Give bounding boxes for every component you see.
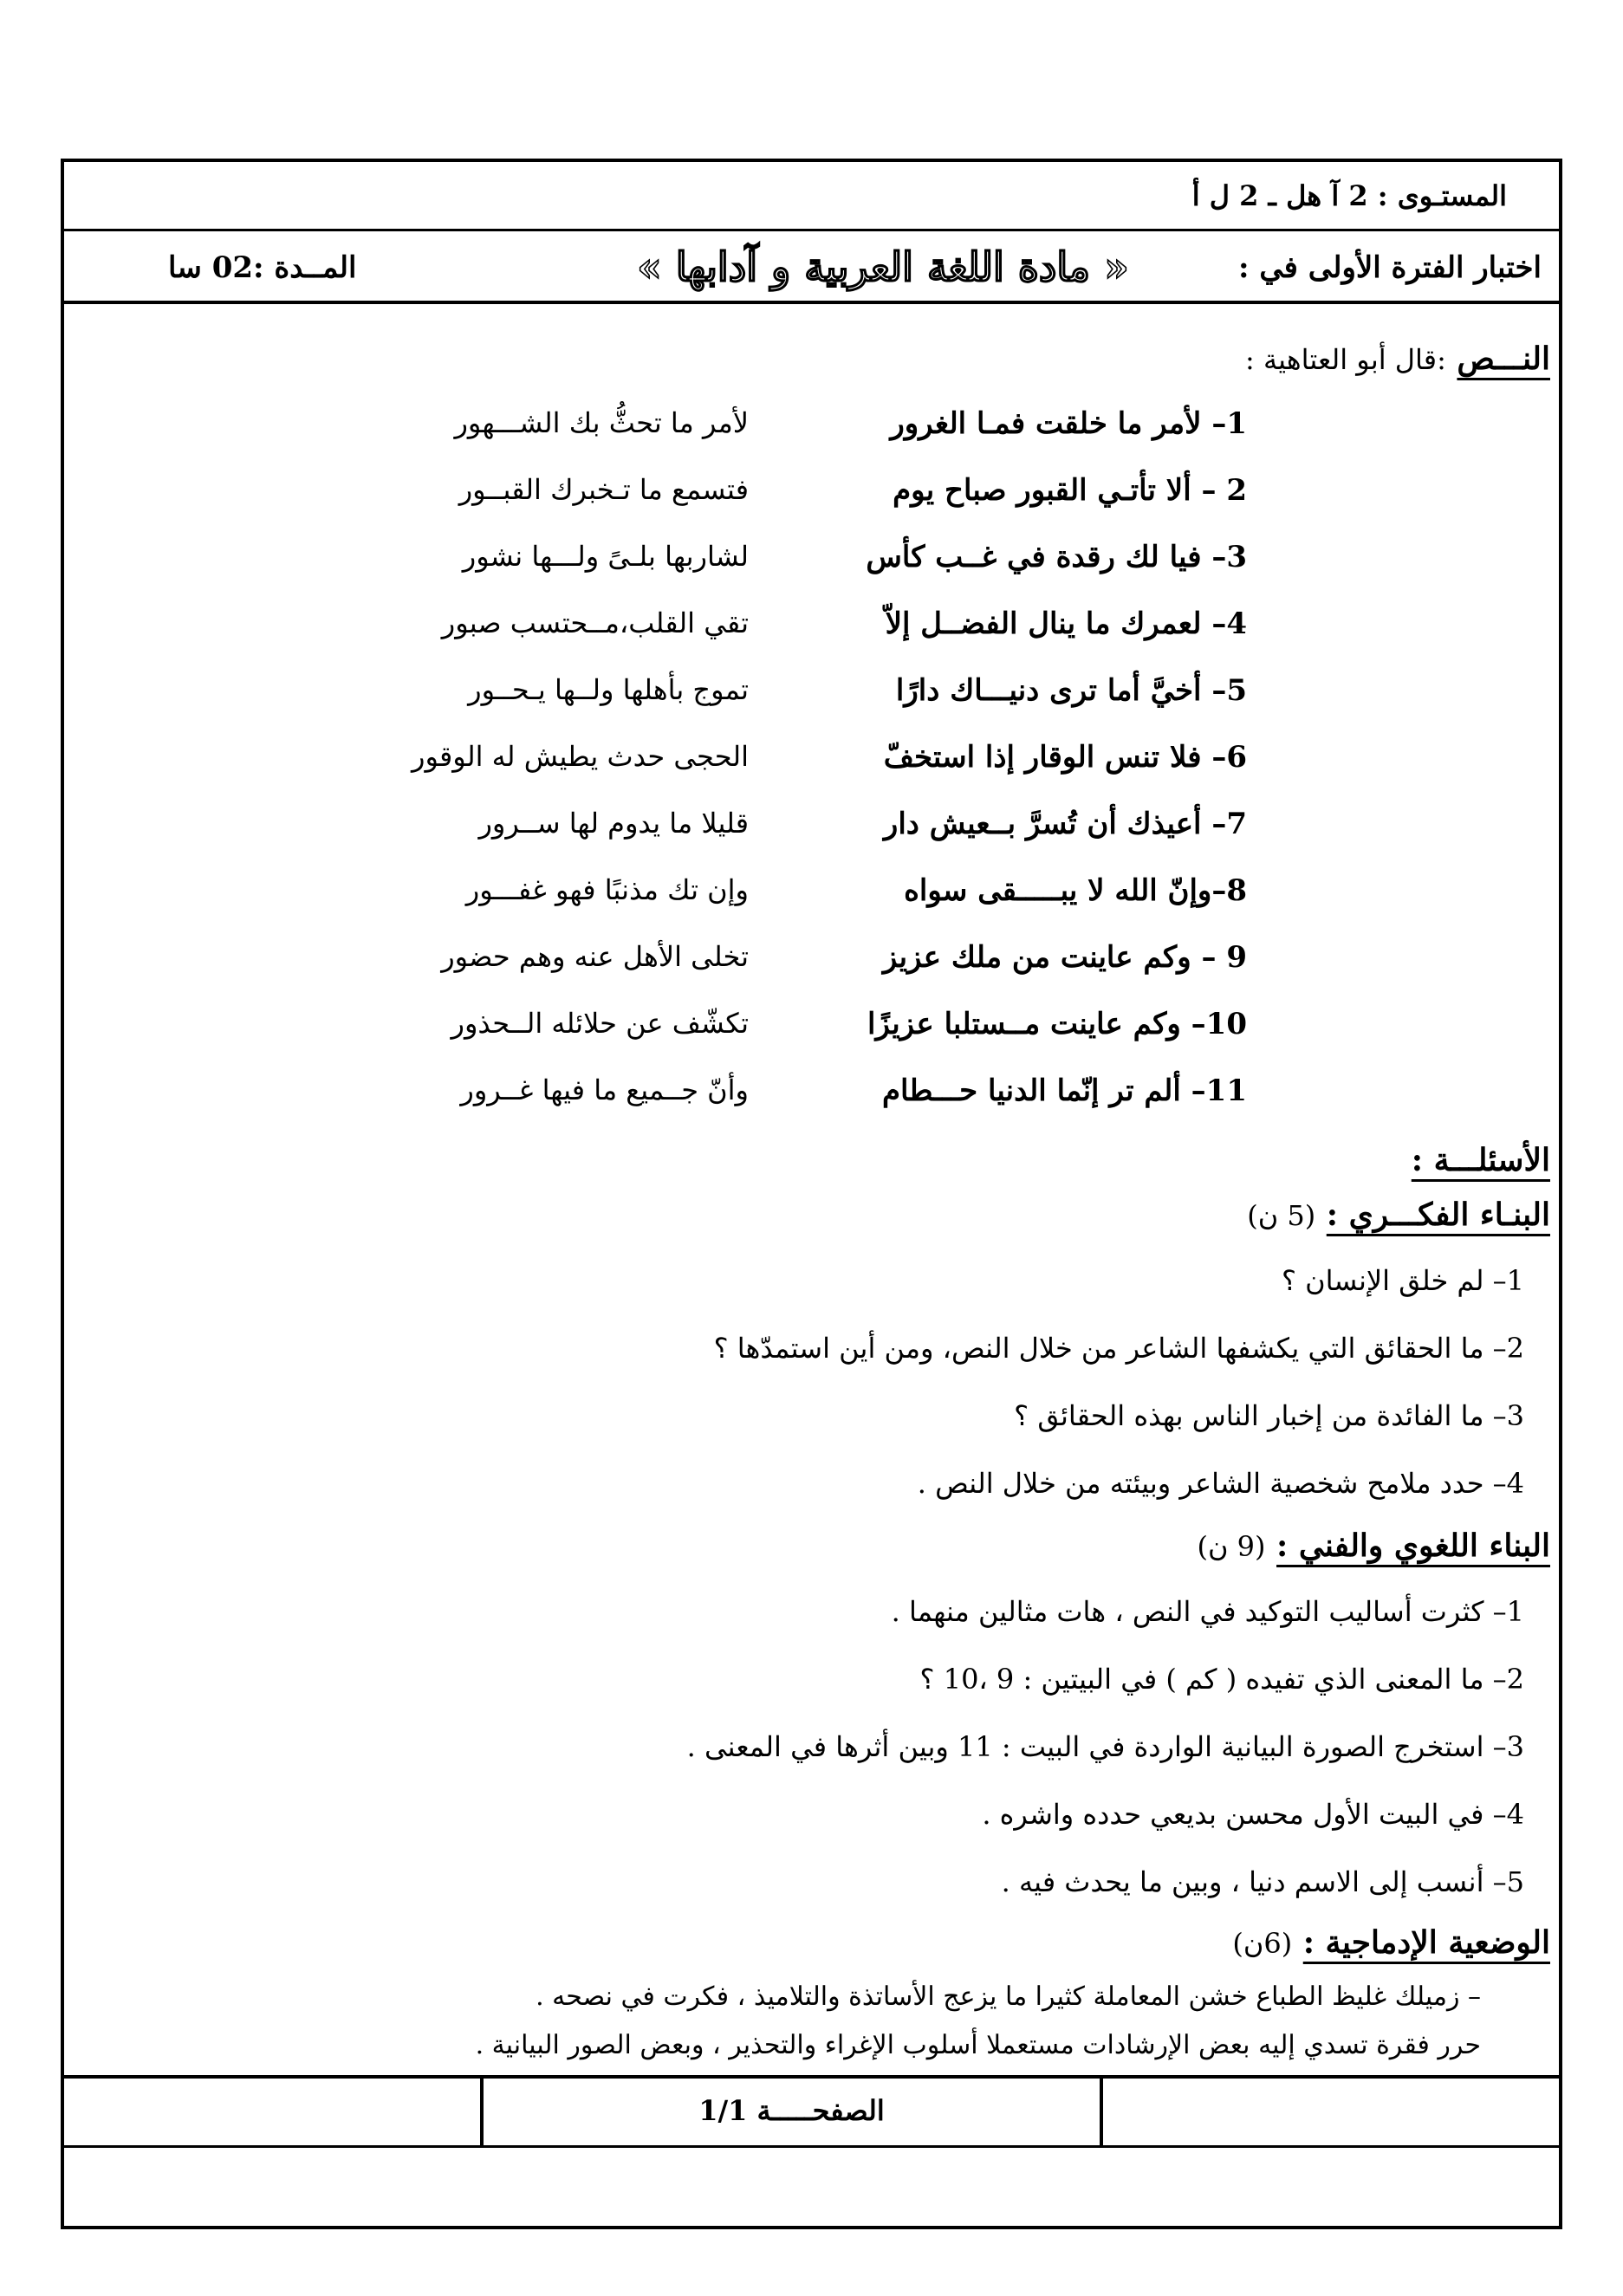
text-label: النـــص <box>1457 341 1550 377</box>
linguistic-question-1: 1– كثرت أساليب التوكيد في النص ، هات مثالين منهما . <box>891 1595 1524 1628</box>
verse-8-first: 8–وإنّ الله لا يبـــــقى سواه <box>904 873 1247 908</box>
verse-1-second: لأمر ما تحثُّ بك الشـــهور <box>454 406 749 439</box>
verse-3-second: لشاربها بلـىً ولـــها نشور <box>462 540 749 573</box>
integration-heading <box>1232 1924 1550 1961</box>
footer-divider-right <box>1100 2079 1103 2148</box>
subject-title: « مادة اللغة العربية و آدابها » <box>637 243 1129 290</box>
verse-6-first: 6– فلا تنس الوقار إذا استخفّ <box>883 740 1247 775</box>
text-section-heading <box>1245 341 1550 377</box>
verse-2-first: 2 – ألا تأتـي القبور صباح يوم <box>893 473 1247 508</box>
duration-text: المــدة :02 سا <box>168 250 357 285</box>
linguistic-question-3: 3– استخرج الصورة البيانية الواردة في البيت : 11 وبين أثرها في المعنى . <box>686 1730 1524 1763</box>
exam-row <box>64 231 1559 304</box>
verse-3-first: 3– فيا لك رقدة في غــب كأس <box>866 540 1247 574</box>
page-number: الصفحـــــة 1/1 <box>698 2094 885 2127</box>
verse-9-first: 9 – وكم عاينت من ملك عزيز <box>882 940 1247 975</box>
verse-5-first: 5– أخيَّ أما ترى دنيـــاك دارًا <box>895 673 1247 708</box>
intellectual-heading <box>1247 1197 1550 1233</box>
questions-heading <box>1412 1142 1550 1178</box>
exam-frame <box>61 159 1562 2229</box>
integration-line-2: حرر فقرة تسدي إليه بعض الإرشادات مستعملا أسلوب الإغراء والتحذير ، وبعض الصور البيانية . <box>475 2030 1481 2060</box>
verse-9-second: تخلى الأهل عنه وهم حضور <box>441 940 749 973</box>
verse-6-second: الحجى حدث يطيش له الوقور <box>412 740 749 773</box>
verse-4-first: 4– لعمرك ما ينال الفضــل إلاّ <box>885 606 1247 641</box>
questions-heading-text: الأسئلـــة : <box>1411 1142 1550 1178</box>
verse-10-second: تكشّف عن حلائله الــحذور <box>451 1007 749 1040</box>
level-text: المستـوى : 2 آ هل ـ 2 ل أ <box>1191 179 1507 212</box>
level-row <box>64 162 1559 231</box>
verse-2-second: فتسمع ما تـخبرك القبــور <box>458 473 749 506</box>
intellectual-question-3: 3– ما الفائدة من إخبار الناس بهذه الحقائق ؟ <box>1014 1399 1524 1432</box>
exam-content <box>64 304 1559 2075</box>
verse-1-first: 1– لأمر ما خلقت فمـا الغرور <box>890 406 1247 441</box>
verse-11-second: وأنّ جــميع ما فيها غــرور <box>460 1073 749 1106</box>
verse-4-second: تقي القلب،مــحتسب صبور <box>441 606 749 639</box>
intellectual-question-2: 2– ما الحقائق التي يكشفها الشاعر من خلال النص، ومن أين استمدّها ؟ <box>713 1332 1524 1365</box>
verse-11-first: 11– ألم تر إنّما الدنيا حـــطام <box>881 1073 1247 1108</box>
footer-table <box>64 2075 1559 2229</box>
linguistic-question-4: 4– في البيت الأول محسن بديعي حدده واشره . <box>982 1798 1524 1831</box>
intellectual-question-1: 1– لم خلق الإنسان ؟ <box>1282 1264 1524 1297</box>
linguistic-label: البناء اللغوي والفني : <box>1276 1527 1550 1564</box>
intellectual-points: (5 ن) <box>1247 1199 1316 1232</box>
linguistic-heading <box>1198 1527 1551 1564</box>
linguistic-question-2: 2– ما المعنى الذي تفيده ( كم ) في البيتين : 9 ،10 ؟ <box>919 1663 1524 1696</box>
intellectual-label: البنـاء الفكـــري : <box>1326 1197 1550 1233</box>
linguistic-question-5: 5– أنسب إلى الاسم دنيا ، وبين ما يحدث فيه . <box>1001 1865 1524 1898</box>
verse-8-second: وإن تك مذنبًا فهو غفـــور <box>465 873 749 906</box>
linguistic-points: (9 ن) <box>1197 1530 1266 1563</box>
integration-points: (6ن) <box>1232 1927 1293 1960</box>
verse-5-second: تموج بأهلها ولــها يـحــور <box>468 673 749 706</box>
integration-line-1: – زميلك غليظ الطباع خشن المعاملة كثيرا ما يزعج الأساتذة والتلاميذ ، فكرت في نصحه . <box>536 1981 1481 2012</box>
verse-7-first: 7– أعيذك أن تُسرَّ بــعيش دار <box>883 807 1247 841</box>
verse-10-first: 10– وكم عاينت مــستلبا عزيزًا <box>867 1007 1247 1041</box>
text-intro: :قال أبو العتاهية : <box>1245 343 1446 376</box>
verse-7-second: قليلا ما يدوم لها ســرور <box>478 807 749 840</box>
exam-label: اختبار الفترة الأولى في : <box>1237 250 1542 285</box>
integration-label: الوضعية الإدماجية : <box>1302 1924 1550 1961</box>
intellectual-question-4: 4– حدد ملامح شخصية الشاعر وبيئته من خلال النص . <box>917 1467 1524 1500</box>
